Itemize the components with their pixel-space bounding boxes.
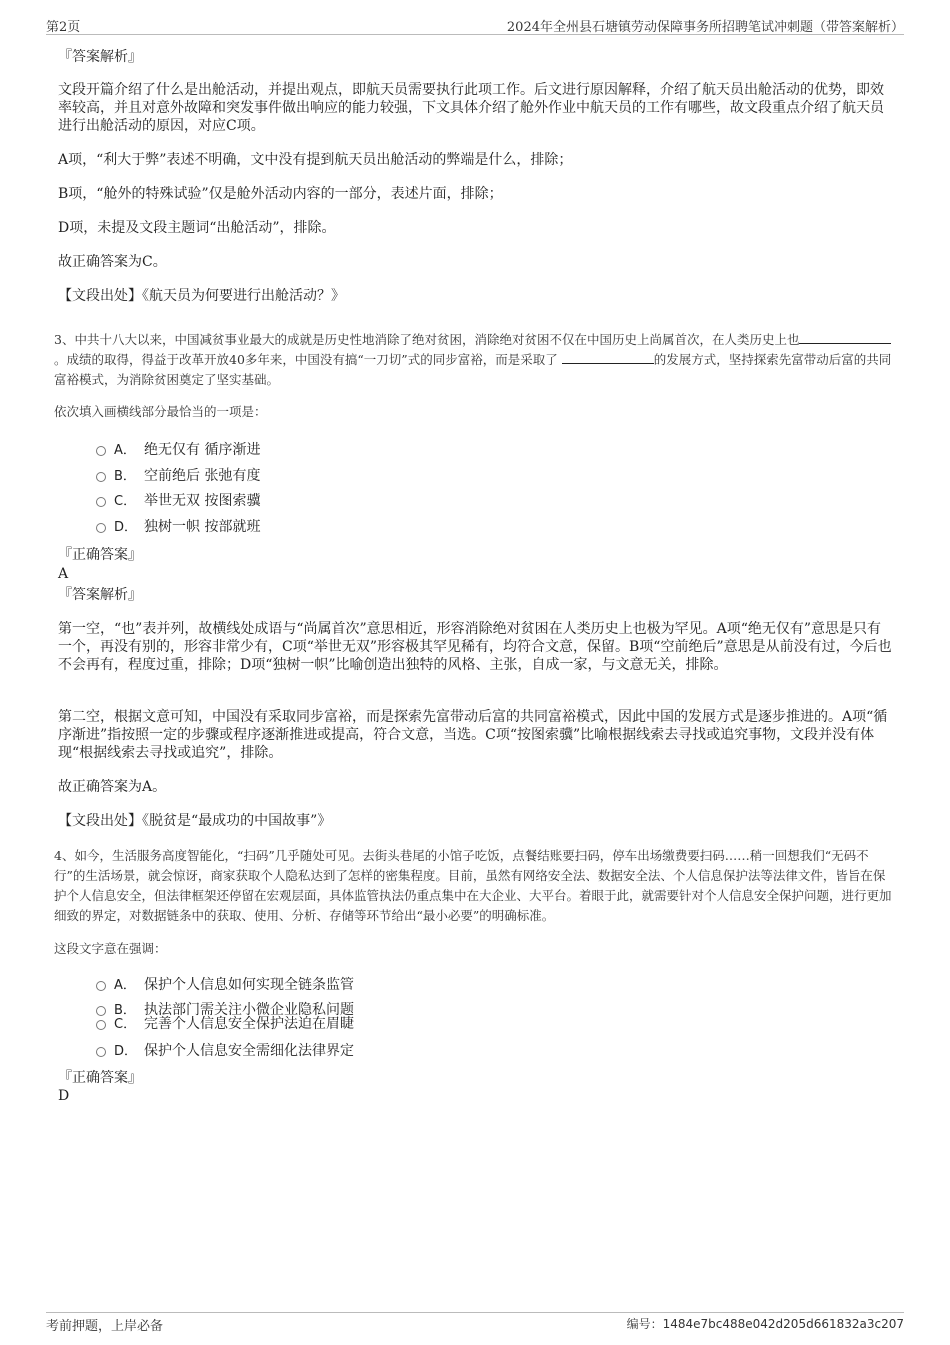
page-footer [46,1312,904,1335]
q3-prompt: 依次填入画横线部分最恰当的一项是： [54,404,267,419]
q3-option-b[interactable]: B． 空前绝后 张弛有度 [96,467,260,486]
footer-slogan: 考前押题，上岸必备 [46,1319,164,1334]
document-code: 编号：1484e7bc488e042d205d661832a3c207 [626,1317,904,1331]
q3-option-a[interactable]: A． 绝无仅有 循序渐进 [96,441,260,460]
q4-stem: 4、如今，生活服务高度智能化，“扫码”几乎随处可见。去街头巷尾的小馆子吃饭，点餐结账要扫码，停车出场缴费要扫码……稍一回想我们“无码不行”的生活场景，就会惊讶，商家获取个人隐私达到了怎样的密集程度。目前，虽然有网络安全法、数据安全法、个人信息保护法等法律文件，皆旨在保护个人信息安全，但法律框架还停留在宏观层面，具体监管执法仍重点集中在大企业、大平台。着眼于此，就需要针对个人信息安全保护问题，进行更加细致的界定，对数据链条中的获取、使用、分析、存储等环节给出“最小必要”的明确标准。 [54,848,892,923]
radio-icon[interactable] [96,446,106,456]
q3-analysis-paragraph-1: 第一空，“也”表并列，故横线处成语与“尚属首次”意思相近，形容消除绝对贫困在人类历史上也极为罕见。A项“绝无仅有”意思是只有一个，再没有别的，形容非常少有，C项“举世无双”形容极其罕见稀有，均符合文意，保留。B项“空前绝后”意思是从前没有过，今后也不会再有，程度过重，排除；D项“独树一帜”比喻创造出独特的风格、主张，自成一家，与文意无关，排除。 [58,621,892,673]
q3-answer-heading: 『正确答案』 [58,547,142,563]
q2-analysis-option-b: B项，“舱外的特殊试验”仅是舱外活动内容的一部分，表述片面，排除； [58,186,503,202]
document-title: 2024年全州县石塘镇劳动保障事务所招聘笔试冲刺题（带答案解析） [506,20,904,35]
q4-option-b[interactable]: B． 执法部门需关注小微企业隐私问题 [96,1001,354,1020]
q3-stem: 3、中共十八大以来，中国减贫事业最大的成就是历史性地消除了绝对贫困，消除绝对贫困不仅在中国历史上尚属首次，在人类历史上也。成绩的取得，得益于改革开放40多年来，中国没有搞“一刀切”式的同步富裕，而是采取了 的发展方式，坚持探索先富带动后富的共同富裕模式，为消除贫困奠定了坚实基础。 [54,332,892,387]
q3-blank-2 [562,351,654,364]
q3-conclusion: 故正确答案为A。 [58,779,167,795]
q4-option-a[interactable]: A． 保护个人信息如何实现全链条监管 [96,976,354,995]
radio-icon[interactable] [96,1047,106,1057]
page-number: 第2页 [46,20,81,35]
radio-icon[interactable] [96,981,106,991]
q2-analysis-option-a: A项，“利大于弊”表述不明确，文中没有提到航天员出舱活动的弊端是什么，排除； [58,152,573,168]
q3-option-d[interactable]: D． 独树一帜 按部就班 [96,518,260,537]
q3-option-c[interactable]: C． 举世无双 按图索骥 [96,492,260,511]
q4-answer: D [58,1088,70,1104]
q4-prompt: 这段文字意在强调： [54,941,167,956]
q2-analysis-heading: 『答案解析』 [58,49,142,65]
q2-analysis-paragraph: 文段开篇介绍了什么是出舱活动，并提出观点，即航天员需要执行此项工作。后文进行原因解释，介绍了航天员出舱活动的优势，即效率较高，并且对意外故障和突发事件做出响应的能力较强，下文具体介绍了舱外作业中航天员的工作有哪些，故文段重点介绍了航天员进行出舱活动的原因，对应C项。 [58,82,884,134]
q3-analysis-paragraph-2: 第二空，根据文意可知，中国没有采取同步富裕，而是探索先富带动后富的共同富裕模式，因此中国的发展方式是逐步推进的。A项“循序渐进”指按照一定的步骤或程序逐渐推进或提高，符合文意，当选。C项“按图索骥”比喻根据线索去寻找或追究事物，文段并没有体现“根据线索去寻找或追究”，排除。 [58,709,888,761]
q2-analysis-option-d: D项，未提及文段主题词“出舱活动”，排除。 [58,220,336,236]
q2-conclusion: 故正确答案为C。 [58,254,167,270]
radio-icon[interactable] [96,472,106,482]
q3-source: 【文段出处】《脱贫是“最成功的中国故事”》 [58,813,332,829]
radio-icon[interactable] [96,1020,106,1030]
radio-icon[interactable] [96,497,106,507]
q4-option-c[interactable]: C． 完善个人信息安全保护法迫在眉睫 [96,1015,354,1034]
q4-option-d[interactable]: D． 保护个人信息安全需细化法律界定 [96,1042,354,1061]
q4-answer-heading: 『正确答案』 [58,1070,142,1086]
q3-analysis-heading: 『答案解析』 [58,587,142,603]
page-header [46,14,904,35]
q3-blank-1 [799,331,891,344]
q3-answer: A [58,566,69,582]
q2-source: 【文段出处】《航天员为何要进行出舱活动？》 [58,288,345,304]
radio-icon[interactable] [96,523,106,533]
